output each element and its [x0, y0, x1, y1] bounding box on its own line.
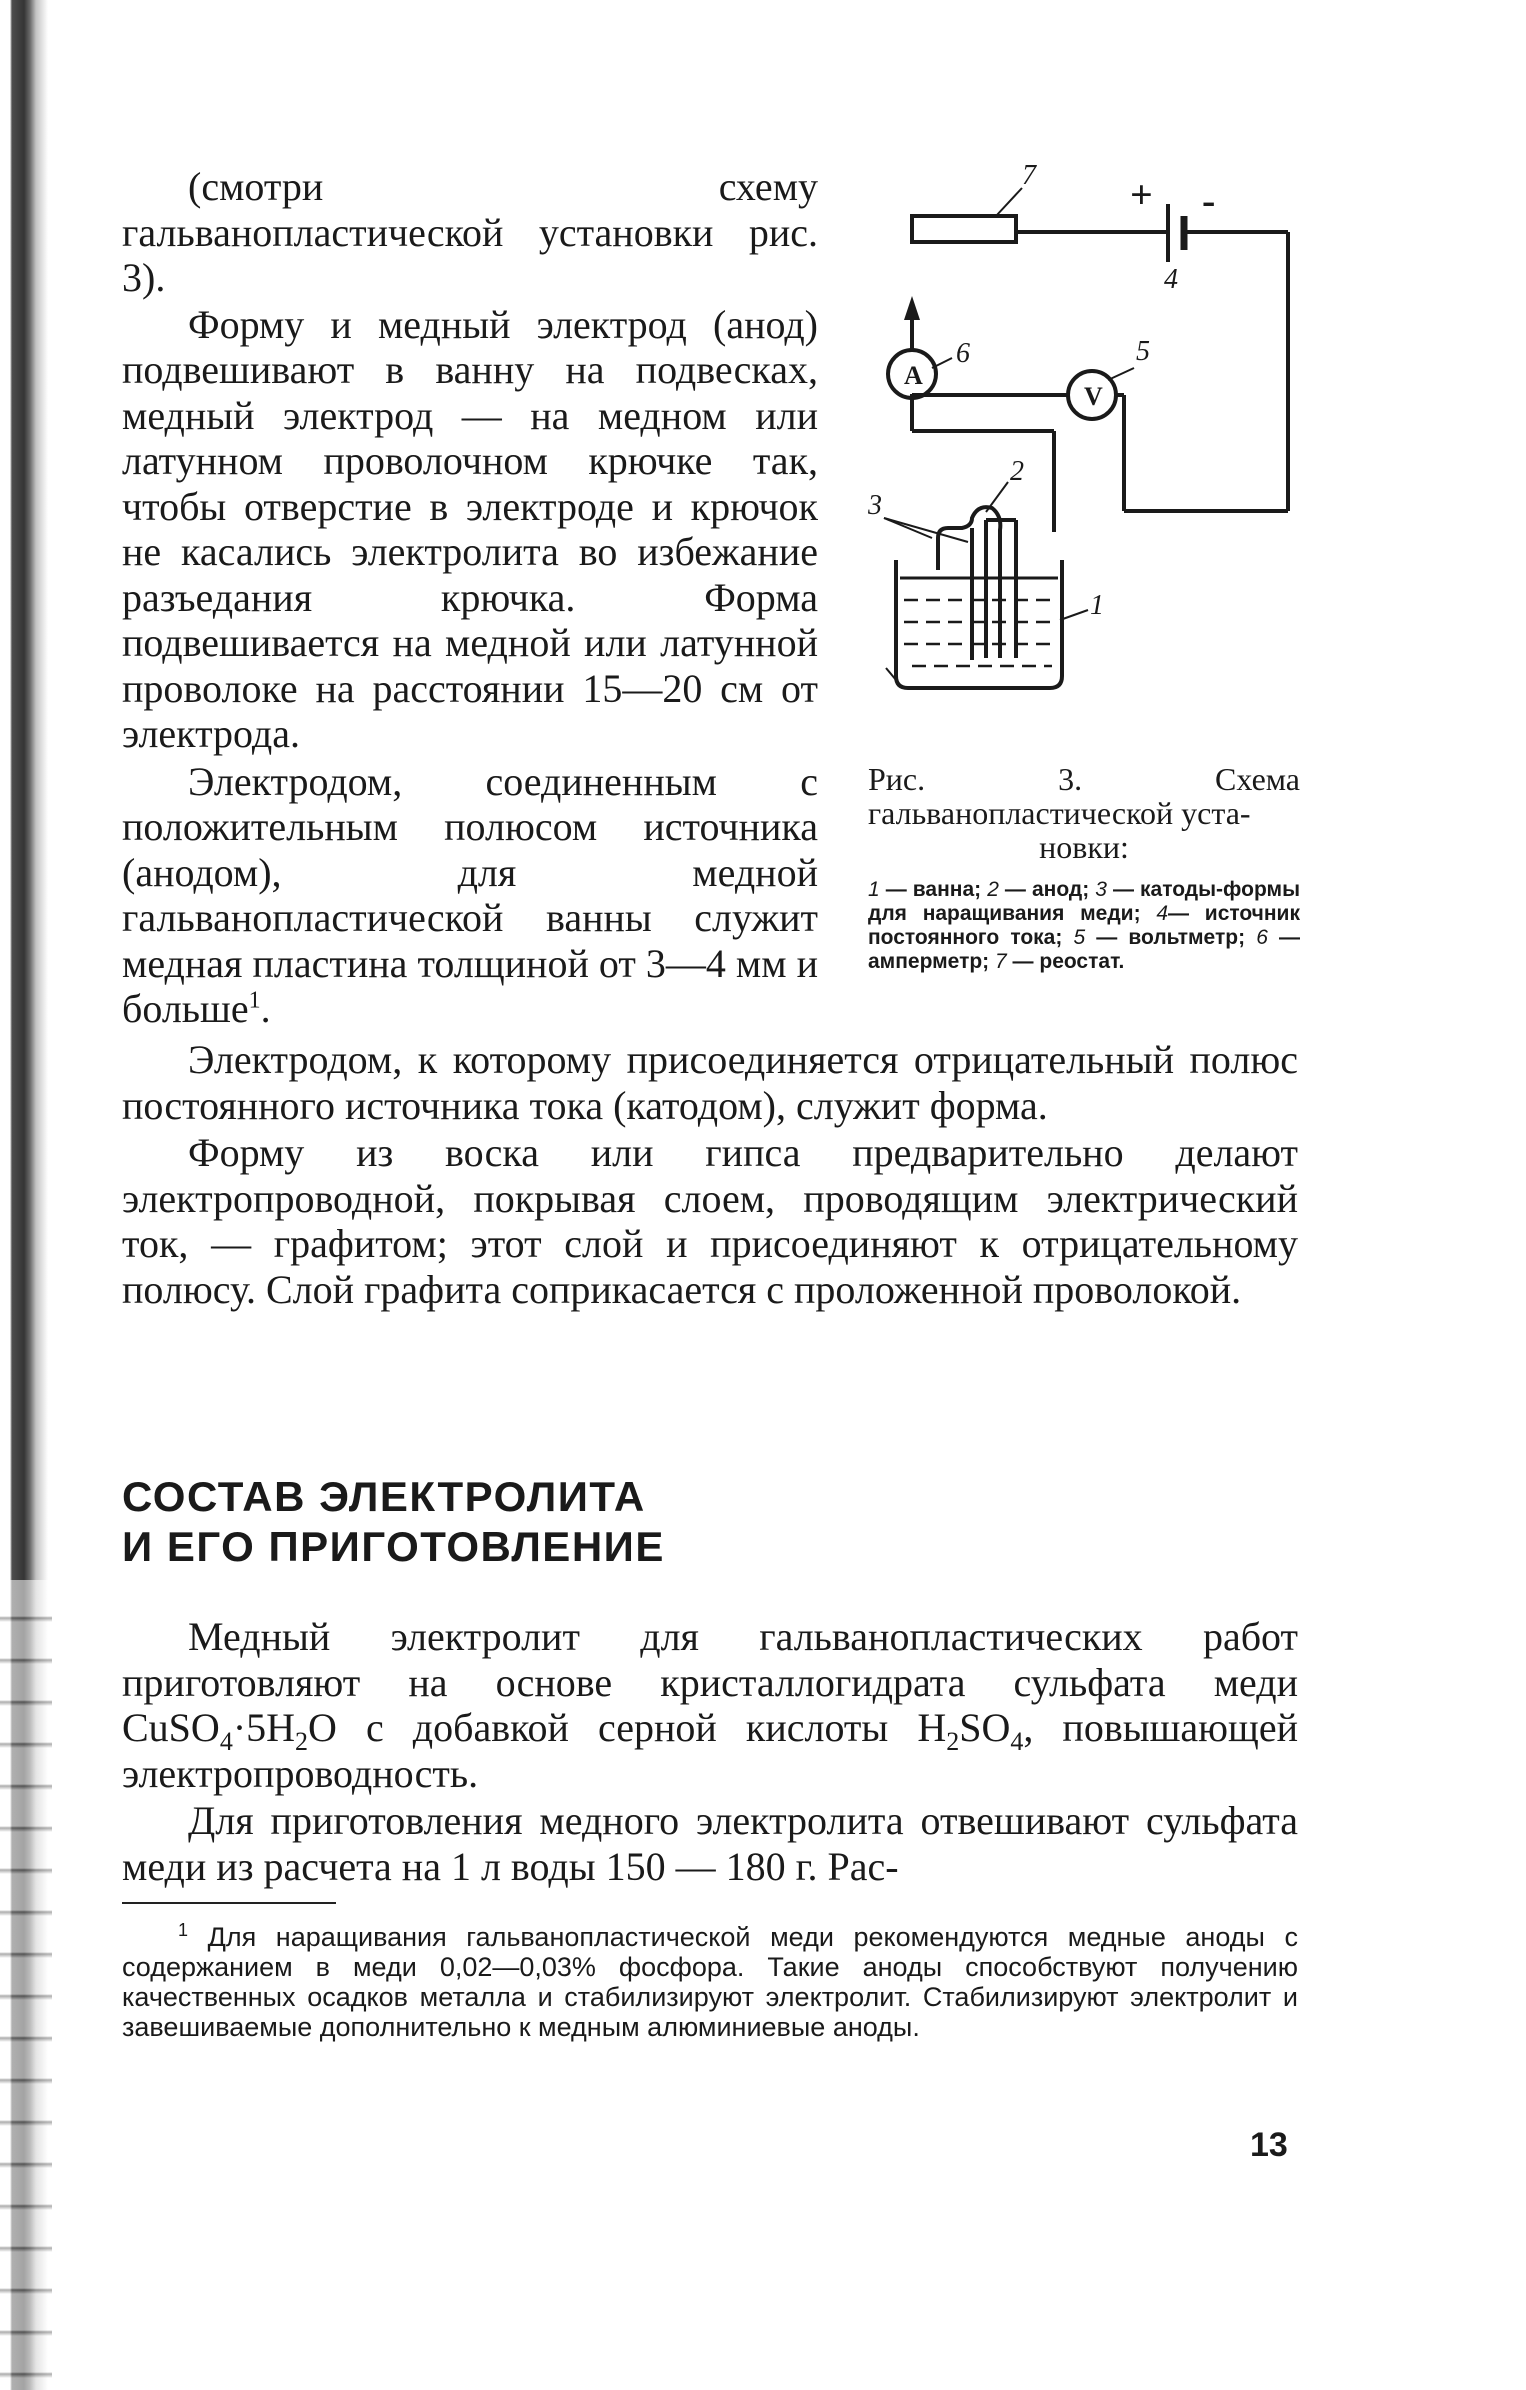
- p6-sub-1: 4: [219, 1727, 233, 1756]
- paragraph-4: Электродом, к которому присоединяется отрицательный полюс постоянного источника тока (катодом), служит форма.: [122, 1037, 1298, 1128]
- page-number: 13: [1250, 2126, 1288, 2164]
- section-heading: [122, 1472, 1022, 1572]
- footnote-divider: [122, 1902, 336, 1904]
- legend-text-5: — вольтметр;: [1085, 926, 1257, 949]
- footnote-mark: 1: [178, 1920, 189, 1940]
- label-1: 1: [1090, 590, 1104, 621]
- label-6: 6: [956, 338, 970, 369]
- paragraph-6: [122, 1614, 1298, 1796]
- paragraph-1: (смотри схему гальванопластической установки рис. 3).: [122, 164, 818, 300]
- page-binding-shadow-lower: [0, 1580, 52, 2390]
- figure-caption-end: новки:: [1039, 829, 1129, 865]
- label-plus: +: [1130, 172, 1153, 217]
- legend-text-3: — катоды-формы для наращивания меди;: [868, 878, 1300, 925]
- p6-sub-4: 4: [1010, 1727, 1024, 1756]
- legend-num-4: 4: [1156, 902, 1169, 925]
- left-column: [122, 164, 818, 1032]
- p6-part-c: O с добавкой серной кислоты H: [308, 1705, 947, 1750]
- legend-num-2: 2: [987, 878, 999, 901]
- full-width-text: [122, 1037, 1298, 1312]
- figure-3-schematic: [868, 158, 1304, 728]
- paragraph-2: Форму и медный электрод (анод) подвешивают в ванну на подвесках, медный электрод — на медном или латунном проволочном крючке так, чтобы отверстие в электроде и крючок не касались электролита во избежание разъедания крючка. Форма подвешивается на медной или латунной проволоке на расстоянии 15—20 см от электрода.: [122, 301, 818, 756]
- paragraph-7: Для приготовления медного электролита отвешивают сульфата меди из расчета на 1 л воды 150 — 180 г. Рас-: [122, 1798, 1298, 1889]
- p6-part-e: , повышающей электропроводность.: [122, 1705, 1298, 1796]
- legend-num-3: 3: [1095, 878, 1107, 901]
- legend-num-7: 7: [995, 950, 1007, 973]
- lower-text: [122, 1614, 1298, 1889]
- label-ammeter: A: [904, 361, 923, 390]
- rheostat-arrow: [904, 296, 920, 320]
- paragraph-3-text: Электродом, соединенным с положительным полюсом источника (анодом), для медной гальванопластической ванны служит медная пластина толщиной от 3—4 мм и больше: [122, 758, 818, 1031]
- figure-legend: [868, 878, 1300, 974]
- label-2: 2: [1010, 456, 1024, 487]
- label-3: 3: [868, 490, 882, 521]
- heading-line-2: И ЕГО ПРИГОТОВЛЕНИЕ: [122, 1523, 665, 1570]
- p6-part-b: ·5H: [232, 1705, 296, 1750]
- p6-sub-2: 2: [295, 1727, 309, 1756]
- legend-text-4: — источник постоянного тока;: [868, 902, 1300, 949]
- legend-num-6: 6: [1256, 926, 1268, 949]
- legend-text-2: — анод;: [998, 878, 1096, 901]
- figure-caption-main: Рис. 3. Схема гальванопластической уста-: [868, 761, 1300, 831]
- footnote-text: Для наращивания гальванопластической меди рекомендуются медные аноды с содержанием в меди 0,02—0,03% фосфора. Такие аноды способствуют получению качественных осадков металла и стабилизируют электролит. Стабилизируют электролит и завешиваемые дополнительно к медным алюминиевые аноды.: [122, 1922, 1298, 2042]
- paragraph-3-end: .: [260, 986, 271, 1031]
- label-4: 4: [1164, 264, 1178, 295]
- legend-num-1: 1: [868, 878, 880, 901]
- legend-num-5: 5: [1073, 926, 1086, 949]
- schematic-drawing: [868, 158, 1304, 728]
- footnote-reference: 1: [248, 987, 261, 1014]
- footnote: [122, 1922, 1298, 2042]
- rheostat-symbol: [912, 216, 1016, 242]
- p6-part-a: Медный электролит для гальванопластических работ приготовляют на основе кристаллогидрата сульфата меди CuSO: [122, 1614, 1298, 1750]
- label-5: 5: [1136, 336, 1150, 367]
- p6-part-d: SO: [959, 1705, 1011, 1750]
- legend-text-6: — амперметр;: [868, 926, 1300, 973]
- heading-line-1: СОСТАВ ЭЛЕКТРОЛИТА: [122, 1473, 646, 1520]
- label-minus: -: [1202, 178, 1216, 223]
- legend-text-1: — ванна;: [879, 878, 988, 901]
- legend-text-7: — реостат.: [1006, 950, 1125, 973]
- paragraph-3: [122, 759, 818, 1032]
- figure-caption: [868, 762, 1300, 864]
- label-voltmeter: V: [1084, 382, 1103, 411]
- p6-sub-3: 2: [946, 1727, 960, 1756]
- label-7: 7: [1022, 160, 1036, 191]
- anode-hook: [938, 507, 1000, 658]
- paragraph-5: Форму из воска или гипса предварительно делают электропроводной, покрывая слоем, проводящим электрический ток, — графитом; этот слой и присоединяют к отрицательному полюсу. Слой графита соприкасается с проложенной проволокой.: [122, 1130, 1298, 1312]
